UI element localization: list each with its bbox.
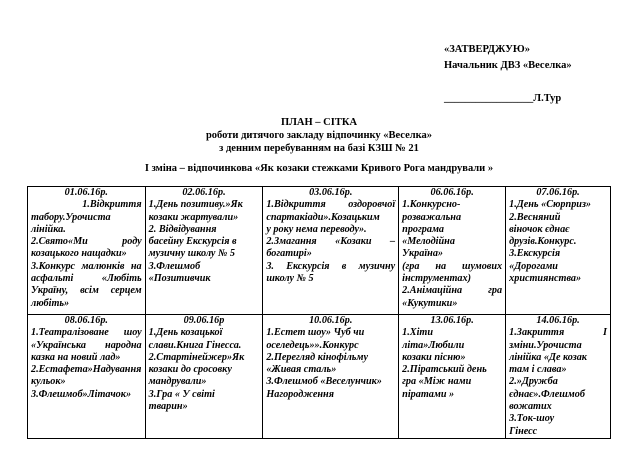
activity-line: мандрували» <box>148 376 207 388</box>
activity-line: 3. Екскурсія в музичну <box>266 260 396 272</box>
day-date: 06.06.16р. <box>430 187 474 198</box>
activity-line: 1.Відкриття <box>82 199 142 211</box>
approval-stamp: «ЗАТВЕРДЖУЮ» <box>444 44 530 55</box>
activity-line: казка на новий лад» <box>31 351 121 363</box>
document-subtitle-base: з денним перебуванням на базі КЗШ № 21 <box>219 143 419 154</box>
day-cell <box>145 187 263 315</box>
activity-line: Гінесс <box>509 425 538 437</box>
activity-line: 2.Свято«Ми роду <box>31 236 142 248</box>
day-cell <box>28 187 146 315</box>
document-subtitle: роботи дитячого закладу відпочинку «Веселка» <box>205 130 433 141</box>
activity-line: 3.Гра « У світі <box>148 388 215 400</box>
activity-line: лінійка. <box>31 223 66 235</box>
activity-line: програма <box>402 223 445 235</box>
activity-line: козаки пісню» <box>402 351 466 363</box>
activity-line: табору.Урочиста <box>31 211 111 223</box>
day-date: 01.06.16р. <box>64 187 108 198</box>
day-cell <box>399 315 506 439</box>
activity-line: тварин» <box>148 401 188 413</box>
activity-line: слави.Книга Гінесса. <box>148 339 242 351</box>
activity-line: 1.День «Сюрприз» <box>509 199 592 211</box>
day-date: 10.06.16р. <box>309 315 353 326</box>
activity-line: любіть» <box>31 297 70 309</box>
approval-block <box>444 42 572 107</box>
activity-line: 3.Екскурсія <box>509 248 561 260</box>
activity-line: Україну, всім серцем <box>31 285 142 297</box>
activity-line: «Живая сталь» <box>266 364 337 376</box>
activity-line: «Дорогами <box>509 260 558 272</box>
schedule-grid <box>27 186 611 439</box>
activity-line: віночок єднає <box>509 223 570 235</box>
activity-line: гра «Між нами <box>402 376 472 388</box>
activity-line: друзів.Конкурс. <box>509 236 577 248</box>
activity-line: там і слава» <box>509 364 567 376</box>
document-title: ПЛАН – СІТКА <box>280 117 358 128</box>
approval-position: Начальник ДВЗ «Веселка» <box>444 60 572 71</box>
day-date: 14.06.16р. <box>536 315 580 326</box>
day-date: 08.06.16р. <box>64 315 108 326</box>
day-cell <box>263 315 399 439</box>
schedule-row-week1 <box>28 187 611 315</box>
day-date: 09.06.16р <box>183 315 225 326</box>
activity-line: 3.Флешмоб <box>148 260 201 272</box>
activity-line: 2.Перегляд кінофільму <box>266 351 368 363</box>
activity-line: у року нема переводу». <box>266 223 367 235</box>
day-cell <box>28 315 146 439</box>
activity-line: 2.Змагання «Козаки – <box>266 236 396 248</box>
activity-line: 1.День позитиву.»Як <box>148 199 243 211</box>
activity-line: козаки жартували» <box>148 211 239 223</box>
day-cell <box>399 187 506 315</box>
activity-line: 2. Відвідування <box>148 223 217 235</box>
day-date: 13.06.16р. <box>430 315 474 326</box>
activity-line: зміни.Урочиста <box>509 339 582 351</box>
shift-title: І зміна – відпочинкова «Як козаки стежками Кривого Рога мандрували » <box>144 163 494 174</box>
activity-line: богатирі» <box>266 248 312 260</box>
activity-line: 1.Естет шоу» Чуб чи <box>266 327 365 339</box>
activity-line: 3.Ток-шоу <box>509 413 555 425</box>
day-cell <box>506 187 611 315</box>
activity-line: лінійка «Де козак <box>509 351 587 363</box>
activity-line: християнства» <box>509 273 582 285</box>
schedule-row-week2 <box>28 315 611 439</box>
activity-line: асфальті «Любіть <box>31 273 142 285</box>
activity-line: 2.Естафета»Надування <box>31 364 142 376</box>
activity-line: 2.Піратський день <box>402 364 487 376</box>
activity-line: 1.День козацької <box>148 327 223 339</box>
activity-line: 3.Флешмоб»Літачок» <box>31 388 132 400</box>
activity-line: школу № 5 <box>266 273 314 285</box>
day-date: 07.06.16р. <box>536 187 580 198</box>
activity-line: Україна» <box>402 248 444 260</box>
activity-line: «Українська народна <box>31 339 142 351</box>
activity-line: 1.Конкурсно- <box>402 199 461 211</box>
activity-line: спартакіади».Козацьким <box>266 211 380 223</box>
activity-line: Нагородження <box>266 388 334 400</box>
day-date: 03.06.16р. <box>309 187 353 198</box>
day-cell <box>506 315 611 439</box>
activity-line: оселедець»».Конкурс <box>266 339 359 351</box>
activity-line: розважальна <box>402 211 462 223</box>
day-cell <box>145 315 263 439</box>
activity-line: піратами » <box>402 388 455 400</box>
activity-line: вожатих <box>509 401 552 413</box>
activity-line: козаки до сросовку <box>148 364 232 376</box>
activity-line: 1.Театралізоване шоу <box>31 327 142 339</box>
activity-line: «Кукутики» <box>402 297 458 309</box>
activity-line: 1.Відкриття оздоровчої <box>266 199 396 211</box>
day-cell <box>263 187 399 315</box>
activity-line: інструментах) <box>402 273 471 285</box>
activity-line: 2.Стартінейжер»Як <box>148 351 245 363</box>
activity-line: 3.Конкурс малюнків на <box>31 260 142 272</box>
activity-line: (гра на шумових <box>402 260 503 272</box>
activity-line: кульок» <box>31 376 66 388</box>
activity-line: музичну школу № 5 <box>148 248 235 260</box>
activity-line: «Позитивчик <box>148 273 211 285</box>
activity-line: 2.Анімаційна гра <box>402 285 503 297</box>
activity-line: 2.»Дружба <box>509 376 558 388</box>
day-date: 02.06.16р. <box>182 187 226 198</box>
activity-line: 1.Закриття І <box>509 327 607 339</box>
activity-line: 3.Флешмоб «Веселунчик» <box>266 376 382 388</box>
activity-line: літа»Любили <box>402 339 465 351</box>
activity-line: «Мелодійна <box>402 236 455 248</box>
activity-line: 2.Весняний <box>509 211 561 223</box>
activity-line: козацького нащадки» <box>31 248 127 260</box>
activity-line: 1.Хіти <box>402 327 434 339</box>
activity-line: басейну Екскурсія в <box>148 236 237 248</box>
activity-line: єднає».Флешмоб <box>509 388 585 400</box>
approval-signature-line: _________________Л.Тур <box>444 93 562 104</box>
